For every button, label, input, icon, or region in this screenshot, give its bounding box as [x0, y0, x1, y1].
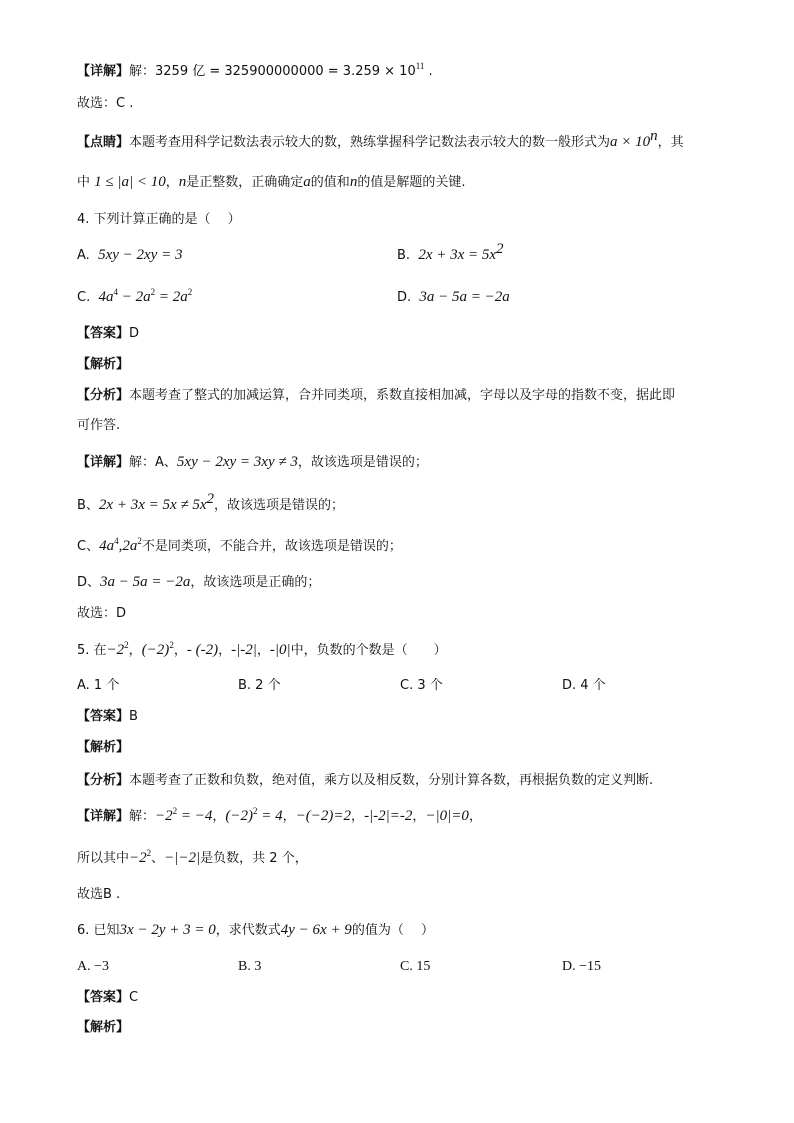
sep: ， [351, 809, 365, 824]
exponent: 2 [206, 491, 215, 507]
text: 不是同类项，不能合并，故该选项是错误的； [141, 539, 402, 554]
q5-answer [77, 707, 734, 727]
option-text: B. 2 个 [238, 678, 281, 693]
expr: −|−2| [164, 850, 201, 866]
answer-value: D [129, 326, 140, 341]
text: C、 [77, 539, 100, 554]
exponent: 2 [187, 287, 193, 297]
q6-option-a [77, 957, 109, 977]
sep: ， [412, 809, 426, 824]
term: −2 [106, 642, 125, 658]
option-expr: 4a [98, 289, 114, 305]
expr: −2 [129, 850, 147, 866]
option-expr: 2x + 3x = 5x [418, 247, 497, 263]
q4-detail-c [77, 536, 734, 557]
q4-option-a [77, 245, 182, 266]
q5-option-c [400, 676, 443, 696]
option-expr: 5xy − 2xy = 3 [98, 247, 183, 263]
option-label: B. [397, 248, 411, 263]
tag-jiexi: 【解析】 [77, 1020, 130, 1035]
text: B、 [77, 498, 99, 513]
option-expr: − 2a [117, 289, 151, 305]
expr: 3a − 5a = −2a [100, 574, 191, 590]
text: 6. 已知 [77, 923, 120, 938]
q6-jiexi [77, 1018, 734, 1038]
tag-fenxi: 【分析】 [77, 773, 130, 788]
q4-answer [77, 324, 734, 344]
option-text: C. 3 个 [400, 678, 443, 693]
tag-detail: 【详解】 [77, 64, 130, 79]
option-text: A. 1 个 [77, 678, 120, 693]
tag-detail: 【详解】 [77, 809, 130, 824]
q4-option-c [77, 287, 192, 308]
text: 的值和 [310, 175, 350, 190]
tag-fenxi: 【分析】 [77, 388, 130, 403]
q4-stem [77, 210, 734, 230]
exponent: 11 [415, 61, 425, 71]
var-n: n [349, 174, 358, 190]
text: 5. 在 [77, 643, 107, 658]
tag-answer: 【答案】 [77, 709, 130, 724]
q5-jiexi [77, 738, 734, 758]
q4-choose [77, 604, 734, 624]
term: -|-2| [231, 642, 257, 658]
expr: −2 [155, 808, 173, 824]
option-label: A. [77, 248, 90, 263]
q4-option-d [397, 287, 510, 308]
tag-dianjing: 【点睛】 [77, 135, 130, 150]
text: 解：A、 [129, 455, 177, 470]
exponent: 2 [169, 640, 174, 650]
option-text: C. 15 [400, 959, 431, 974]
q5-fenxi [77, 771, 734, 791]
var-a: a [303, 174, 311, 190]
choose-text: 故选B . [77, 887, 121, 902]
q5-choose [77, 885, 734, 905]
q6-stem [77, 920, 734, 941]
answer-value: C [129, 990, 139, 1005]
q6-option-c [400, 957, 430, 977]
choose-text: 故选：C . [77, 96, 134, 111]
q6-answer [77, 988, 734, 1008]
term: (−2) [141, 642, 170, 658]
q5-option-a [77, 676, 119, 696]
option-text: D. −15 [562, 959, 602, 974]
text: ，求代数式 [215, 923, 281, 938]
exponent: n [650, 128, 658, 144]
q5-detail [77, 806, 734, 827]
q4-option-b [397, 241, 504, 266]
exponent: 2 [253, 806, 258, 816]
detail-text: 解：3259 亿 = 325900000000 = 3.259 × 10 [129, 64, 416, 79]
q4-stem-text: 4. 下列计算正确的是（ ） [77, 212, 241, 227]
expr: = 4 [257, 808, 283, 824]
tag-jiexi: 【解析】 [77, 740, 130, 755]
expr: 4a [99, 538, 115, 554]
q5-detail-2 [77, 848, 734, 869]
choose-line-q3 [77, 94, 734, 114]
q4-fenxi-cont [77, 416, 734, 436]
q4-detail-a [77, 452, 734, 473]
sep: ， [218, 643, 232, 658]
tag-detail: 【详解】 [77, 455, 130, 470]
text: 解： [129, 809, 156, 824]
expr: −|0|=0 [425, 808, 469, 824]
text: 的值为（ ） [351, 923, 434, 938]
choose-text: 故选：D [77, 606, 127, 621]
exponent: 2 [172, 806, 178, 816]
q5-option-d [562, 676, 606, 696]
dianjing-text: 本题考查用科学记数法表示较大的数，熟练掌握科学记数法表示较大的数一般形式为 [129, 135, 611, 150]
sep: ， [282, 809, 296, 824]
q5-stem [77, 640, 734, 661]
text: 中，负数的个数是（ ） [290, 643, 447, 658]
var-n: n [178, 174, 187, 190]
answer-value: B [129, 709, 138, 724]
q4-jiexi [77, 355, 734, 375]
exponent: 2 [124, 640, 129, 650]
term: -|0| [269, 642, 291, 658]
text: ，故该选项是正确的； [190, 575, 321, 590]
option-text: D. 4 个 [562, 678, 606, 693]
term: - (-2) [186, 642, 219, 658]
inequality: 1 ≤ |a| < 10 [94, 174, 166, 190]
tag-answer: 【答案】 [77, 990, 130, 1005]
expr: = −4 [177, 808, 213, 824]
option-expr: 3a − 5a = −2a [419, 289, 510, 305]
dianjing-tail: ，其 [657, 135, 684, 150]
option-text: B. 3 [238, 959, 262, 974]
q4-detail-d [77, 572, 734, 593]
text: 中 [77, 175, 91, 190]
option-label: C. [77, 290, 91, 305]
fenxi-text: 可作答. [77, 418, 121, 433]
option-text: A. −3 [77, 959, 110, 974]
exponent: 2 [137, 536, 142, 546]
expr: -|-2|=-2 [364, 808, 413, 824]
expression: 4y − 6x + 9 [280, 922, 352, 938]
text: 是正整数，正确确定 [186, 175, 304, 190]
fenxi-text: 本题考查了整式的加减运算，合并同类项，系数直接相加减，字母以及字母的指数不变，据此即 [129, 388, 676, 403]
q5-option-b [238, 676, 281, 696]
punct: . [424, 64, 433, 79]
text: ，故该选项是错误的； [297, 455, 428, 470]
expr: −(−2)=2 [295, 808, 352, 824]
q6-option-b [238, 957, 261, 977]
text: 是负数，共 2 个， [200, 851, 308, 866]
sep: ， [173, 643, 187, 658]
exponent: 2 [146, 848, 152, 858]
sep: ， [468, 809, 482, 824]
sep: ， [128, 643, 142, 658]
q6-option-d [562, 957, 601, 977]
sci-notation-form: a × 10 [610, 134, 651, 150]
sep: ， [256, 643, 270, 658]
exponent: 4 [113, 287, 118, 297]
expr: 2x + 3x = 5x ≠ 5x [98, 497, 207, 513]
dianjing-line-2 [77, 172, 734, 193]
detail-line-1 [77, 62, 734, 82]
exponent: 4 [114, 536, 119, 546]
sep: ， [212, 809, 226, 824]
exponent: 2 [150, 287, 156, 297]
text: 的值是解题的关键. [357, 175, 466, 190]
text: 所以其中 [77, 851, 130, 866]
option-expr: = 2a [155, 289, 188, 305]
tag-answer: 【答案】 [77, 326, 130, 341]
q4-detail-b [77, 491, 734, 516]
option-label: D. [397, 290, 412, 305]
fenxi-text: 本题考查了正数和负数，绝对值，乘方以及相反数，分别计算各数，再根据负数的定义判断. [129, 773, 654, 788]
text: ，故该选项是错误的； [214, 498, 345, 513]
q4-fenxi [77, 386, 734, 406]
text: 、 [151, 851, 165, 866]
text: ， [165, 175, 179, 190]
expr: 5xy − 2xy = 3xy ≠ 3 [176, 454, 298, 470]
text: D、 [77, 575, 101, 590]
equation: 3x − 2y + 3 = 0 [119, 922, 216, 938]
expr: (−2) [225, 808, 254, 824]
exponent: 2 [496, 241, 504, 257]
dianjing-line [77, 128, 734, 153]
tag-jiexi: 【解析】 [77, 357, 130, 372]
expr: ,2a [118, 538, 138, 554]
